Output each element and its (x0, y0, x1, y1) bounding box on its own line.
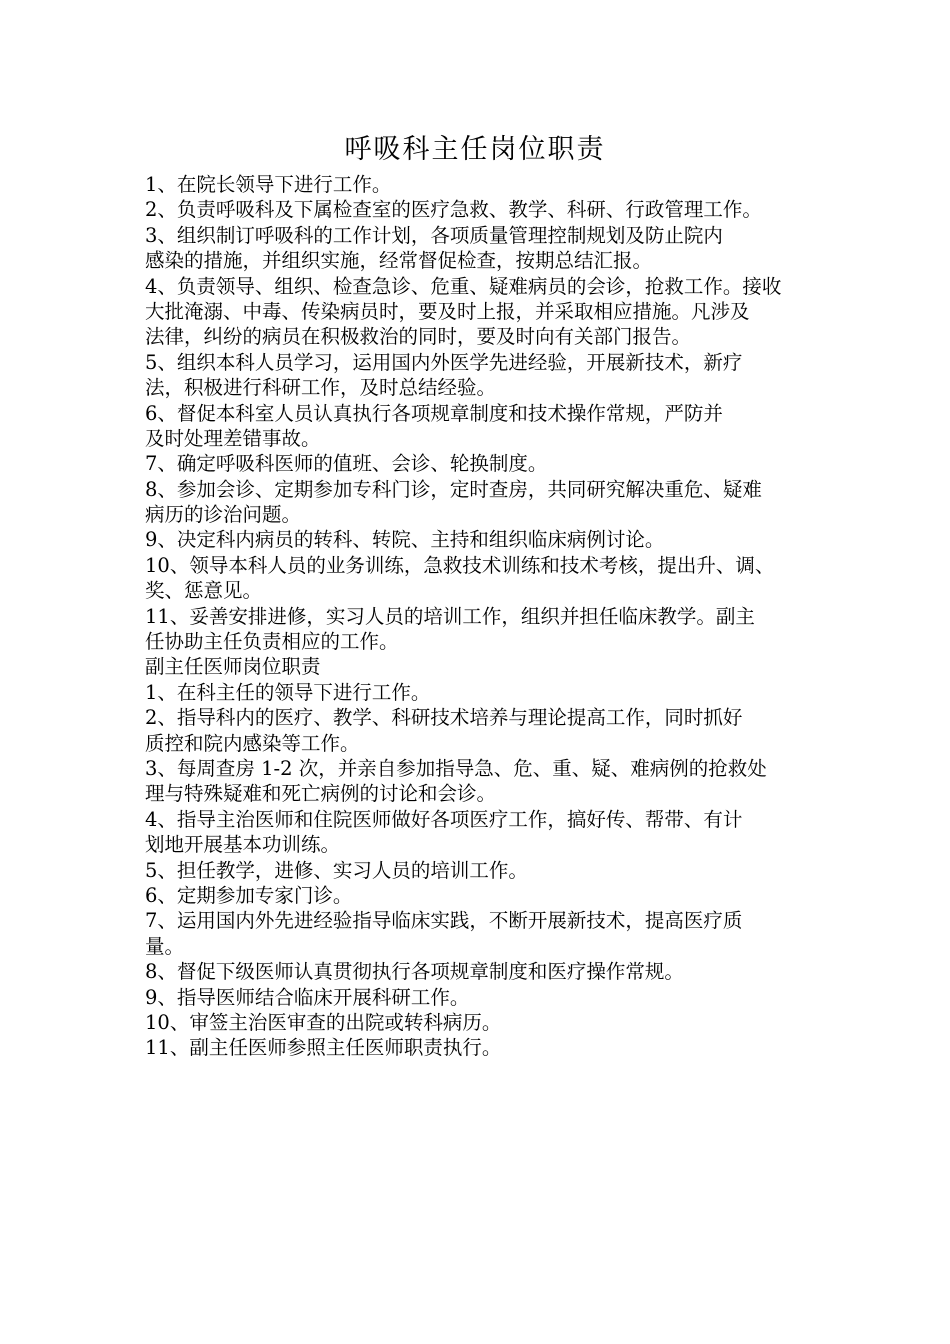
text-line: 4、指导主治医师和住院医师做好各项医疗工作，搞好传、帮带、有计 (145, 807, 743, 831)
text-line: 5、担任教学，进修、实习人员的培训工作。 (145, 858, 528, 882)
text-line: 奖、惩意见。 (145, 579, 263, 603)
text-line: 5、组织本科人员学习，运用国内外医学先进经验，开展新技术，新疗 (145, 350, 743, 374)
text-line: 2、指导科内的医疗、教学、科研技术培养与理论提高工作，同时抓好 (145, 706, 743, 730)
text-line: 质控和院内感染等工作。 (145, 731, 360, 755)
text-line: 7、确定呼吸科医师的值班、会诊、轮换制度。 (145, 452, 548, 476)
section-heading: 副主任医师岗位职责 (145, 655, 321, 679)
text-line: 11、副主任医师参照主任医师职责执行。 (145, 1036, 502, 1060)
text-line: 9、指导医师结合临床开展科研工作。 (145, 985, 470, 1009)
text-line: 法，积极进行科研工作，及时总结经验。 (145, 376, 497, 400)
text-line: 6、定期参加专家门诊。 (145, 883, 353, 907)
text-line: 3、组织制订呼吸科的工作计划，各项质量管理控制规划及防止院内 (145, 223, 723, 247)
text-line: 病历的诊治问题。 (145, 503, 302, 527)
text-line: 4、负责领导、组织、检查急诊、危重、疑难病员的会诊，抢救工作。接收 (145, 274, 782, 298)
text-line: 1、在院长领导下进行工作。 (145, 173, 392, 196)
text-line: 大批淹溺、中毒、传染病员时，要及时上报，并采取相应措施。凡涉及 (145, 299, 750, 323)
text-line: 任协助主任负责相应的工作。 (145, 630, 399, 654)
document-body (145, 172, 835, 1061)
text-line: 1、在科主任的领导下进行工作。 (145, 680, 431, 704)
text-line: 10、领导本科人员的业务训练，急救技术训练和技术考核，提出升、调、 (145, 553, 775, 577)
text-line: 9、决定科内病员的转科、转院、主持和组织临床病例讨论。 (145, 528, 665, 552)
text-line: 感染的措施，并组织实施，经常督促检查，按期总结汇报。 (145, 249, 653, 273)
text-line: 8、督促下级医师认真贯彻执行各项规章制度和医疗操作常规。 (145, 960, 684, 984)
page-title: 呼吸科主任岗位职责 (344, 134, 606, 165)
text-line: 2、负责呼吸科及下属检查室的医疗急救、教学、科研、行政管理工作。 (145, 198, 762, 222)
text-line: 划地开展基本功训练。 (145, 833, 341, 857)
text-line: 量。 (145, 934, 185, 958)
text-line: 11、妥善安排进修，实习人员的培训工作，组织并担任临床教学。副主 (145, 604, 755, 628)
text-line: 8、参加会诊、定期参加专科门诊，定时查房，共同研究解决重危、疑难 (145, 477, 762, 501)
text-line: 及时处理差错事故。 (145, 426, 321, 450)
text-line: 10、审签主治医审查的出院或转科病历。 (145, 1010, 502, 1034)
text-line: 理与特殊疑难和死亡病例的讨论和会诊。 (145, 782, 497, 806)
text-line: 法律，纠纷的病员在积极救治的同时，要及时向有关部门报告。 (145, 325, 692, 349)
text-line: 6、督促本科室人员认真执行各项规章制度和技术操作常规，严防并 (145, 401, 723, 425)
text-line: 7、运用国内外先进经验指导临床实践，不断开展新技术，提高医疗质 (145, 909, 743, 933)
text-line: 3、每周查房 1-2 次，并亲自参加指导急、危、重、疑、难病例的抢救处 (145, 756, 767, 780)
